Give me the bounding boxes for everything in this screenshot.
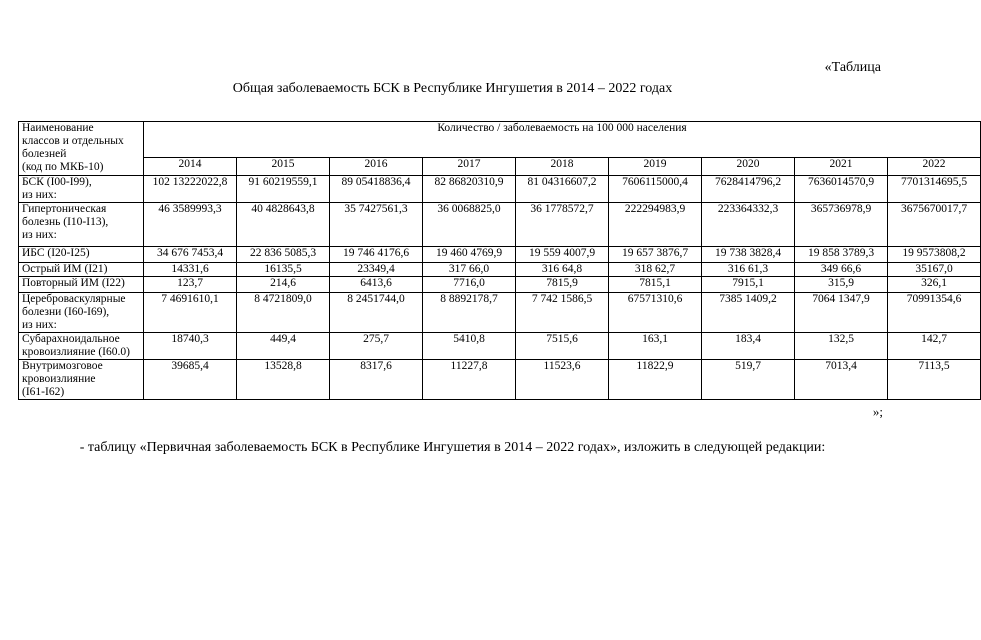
year-header: 2015 — [237, 158, 330, 176]
header-disease-name — [19, 122, 144, 176]
year-header: 2016 — [330, 158, 423, 176]
disease-name-line: Гипертоническая — [22, 203, 107, 215]
table-title: Общая заболеваемость БСК в Республике Ингушетия в 2014 – 2022 годах — [232, 81, 673, 96]
morbidity-table — [18, 121, 981, 400]
value-cell: 123,7 — [144, 277, 237, 293]
closing-quote: »; — [872, 404, 883, 419]
disease-name-cell — [19, 293, 144, 333]
value-cell: 18740,3 — [144, 333, 237, 360]
table-row — [19, 263, 981, 277]
value-cell: 142,7 — [888, 333, 981, 360]
value-cell: 7701314695,5 — [888, 176, 981, 203]
header-line: (код по МКБ-10) — [22, 161, 104, 173]
value-cell: 7385 1409,2 — [702, 293, 795, 333]
year-header: 2020 — [702, 158, 795, 176]
value-cell: 7636014570,9 — [795, 176, 888, 203]
table-row — [19, 293, 981, 333]
value-cell: 316 64,8 — [516, 263, 609, 277]
value-cell: 91 60219559,1 — [237, 176, 330, 203]
value-cell: 39685,4 — [144, 360, 237, 400]
disease-name-line: Внутримозговое — [22, 360, 103, 372]
value-cell: 11523,6 — [516, 360, 609, 400]
value-cell: 7013,4 — [795, 360, 888, 400]
disease-name-line: БСК (I00-I99), — [22, 176, 92, 188]
value-cell: 7515,6 — [516, 333, 609, 360]
disease-name-line: Острый ИМ (I21) — [22, 263, 108, 275]
value-cell: 3675670017,7 — [888, 203, 981, 247]
value-cell: 316 61,3 — [702, 263, 795, 277]
header-line: классов и отдельных — [22, 135, 124, 147]
disease-name-cell — [19, 263, 144, 277]
disease-name-cell — [19, 203, 144, 247]
disease-name-line: болезнь (I10-I13), — [22, 216, 109, 228]
value-cell: 19 746 4176,6 — [330, 247, 423, 263]
value-cell: 14331,6 — [144, 263, 237, 277]
disease-name-cell — [19, 247, 144, 263]
header-line: болезней — [22, 148, 67, 160]
value-cell: 132,5 — [795, 333, 888, 360]
value-cell: 82 86820310,9 — [423, 176, 516, 203]
value-cell: 8 8892178,7 — [423, 293, 516, 333]
value-cell: 7628414796,2 — [702, 176, 795, 203]
value-cell: 318 62,7 — [609, 263, 702, 277]
value-cell: 35167,0 — [888, 263, 981, 277]
disease-name-line: Цереброваскулярные — [22, 293, 126, 305]
value-cell: 19 657 3876,7 — [609, 247, 702, 263]
value-cell: 34 676 7453,4 — [144, 247, 237, 263]
value-cell: 315,9 — [795, 277, 888, 293]
year-header: 2022 — [888, 158, 981, 176]
value-cell: 70991354,6 — [888, 293, 981, 333]
value-cell: 46 3589993,3 — [144, 203, 237, 247]
disease-name-cell — [19, 360, 144, 400]
amendment-note: - таблицу «Первичная заболеваемость БСК в Республике Ингушетия в 2014 – 2022 годах», изложить в следующей редакции: — [79, 440, 826, 455]
value-cell: 6413,6 — [330, 277, 423, 293]
value-cell: 223364332,3 — [702, 203, 795, 247]
disease-name-cell — [19, 333, 144, 360]
value-cell: 317 66,0 — [423, 263, 516, 277]
value-cell: 19 858 3789,3 — [795, 247, 888, 263]
value-cell: 449,4 — [237, 333, 330, 360]
disease-name-line: Субарахноидальное — [22, 333, 120, 345]
value-cell: 11822,9 — [609, 360, 702, 400]
value-cell: 7815,1 — [609, 277, 702, 293]
year-header: 2019 — [609, 158, 702, 176]
value-cell: 7815,9 — [516, 277, 609, 293]
value-cell: 67571310,6 — [609, 293, 702, 333]
value-cell: 7064 1347,9 — [795, 293, 888, 333]
year-header: 2018 — [516, 158, 609, 176]
disease-name-line: Повторный ИМ (I22) — [22, 277, 125, 289]
disease-name-cell — [19, 176, 144, 203]
header-line: Наименование — [22, 122, 94, 134]
value-cell: 7 742 1586,5 — [516, 293, 609, 333]
value-cell: 519,7 — [702, 360, 795, 400]
value-cell: 36 1778572,7 — [516, 203, 609, 247]
value-cell: 7716,0 — [423, 277, 516, 293]
value-cell: 22 836 5085,3 — [237, 247, 330, 263]
value-cell: 35 7427561,3 — [330, 203, 423, 247]
value-cell: 275,7 — [330, 333, 423, 360]
value-cell: 19 559 4007,9 — [516, 247, 609, 263]
disease-name-line: кровоизлияние (I60.0) — [22, 346, 130, 358]
value-cell: 222294983,9 — [609, 203, 702, 247]
value-cell: 23349,4 — [330, 263, 423, 277]
year-header: 2021 — [795, 158, 888, 176]
value-cell: 102 13222022,8 — [144, 176, 237, 203]
value-cell: 8 4721809,0 — [237, 293, 330, 333]
value-cell: 36 0068825,0 — [423, 203, 516, 247]
disease-name-line: кровоизлияние — [22, 373, 96, 385]
value-cell: 40 4828643,8 — [237, 203, 330, 247]
table-row — [19, 277, 981, 293]
table-row — [19, 247, 981, 263]
value-cell: 81 04316607,2 — [516, 176, 609, 203]
value-cell: 183,4 — [702, 333, 795, 360]
table-row — [19, 360, 981, 400]
value-cell: 19 9573808,2 — [888, 247, 981, 263]
value-cell: 19 738 3828,4 — [702, 247, 795, 263]
value-cell: 163,1 — [609, 333, 702, 360]
value-cell: 7606115000,4 — [609, 176, 702, 203]
year-header: 2017 — [423, 158, 516, 176]
table-row — [19, 333, 981, 360]
value-cell: 7 4691610,1 — [144, 293, 237, 333]
value-cell: 326,1 — [888, 277, 981, 293]
disease-name-line: из них: — [22, 319, 57, 331]
value-cell: 16135,5 — [237, 263, 330, 277]
value-cell: 365736978,9 — [795, 203, 888, 247]
value-cell: 349 66,6 — [795, 263, 888, 277]
disease-name-cell — [19, 277, 144, 293]
table-caption-label: «Таблица — [824, 60, 881, 75]
disease-name-line: из них: — [22, 189, 57, 201]
table-row — [19, 176, 981, 203]
value-cell: 214,6 — [237, 277, 330, 293]
disease-name-line: ИБС (I20-I25) — [22, 247, 90, 259]
disease-name-line: болезни (I60-I69), — [22, 306, 110, 318]
value-cell: 89 05418836,4 — [330, 176, 423, 203]
value-cell: 19 460 4769,9 — [423, 247, 516, 263]
disease-name-line: (I61-I62) — [22, 386, 65, 398]
table-row — [19, 203, 981, 247]
header-group-label: Количество / заболеваемость на 100 000 населения — [144, 122, 981, 158]
year-header: 2014 — [144, 158, 237, 176]
value-cell: 5410,8 — [423, 333, 516, 360]
value-cell: 8 2451744,0 — [330, 293, 423, 333]
value-cell: 13528,8 — [237, 360, 330, 400]
disease-name-line: из них: — [22, 229, 57, 241]
value-cell: 11227,8 — [423, 360, 516, 400]
value-cell: 8317,6 — [330, 360, 423, 400]
value-cell: 7113,5 — [888, 360, 981, 400]
value-cell: 7915,1 — [702, 277, 795, 293]
